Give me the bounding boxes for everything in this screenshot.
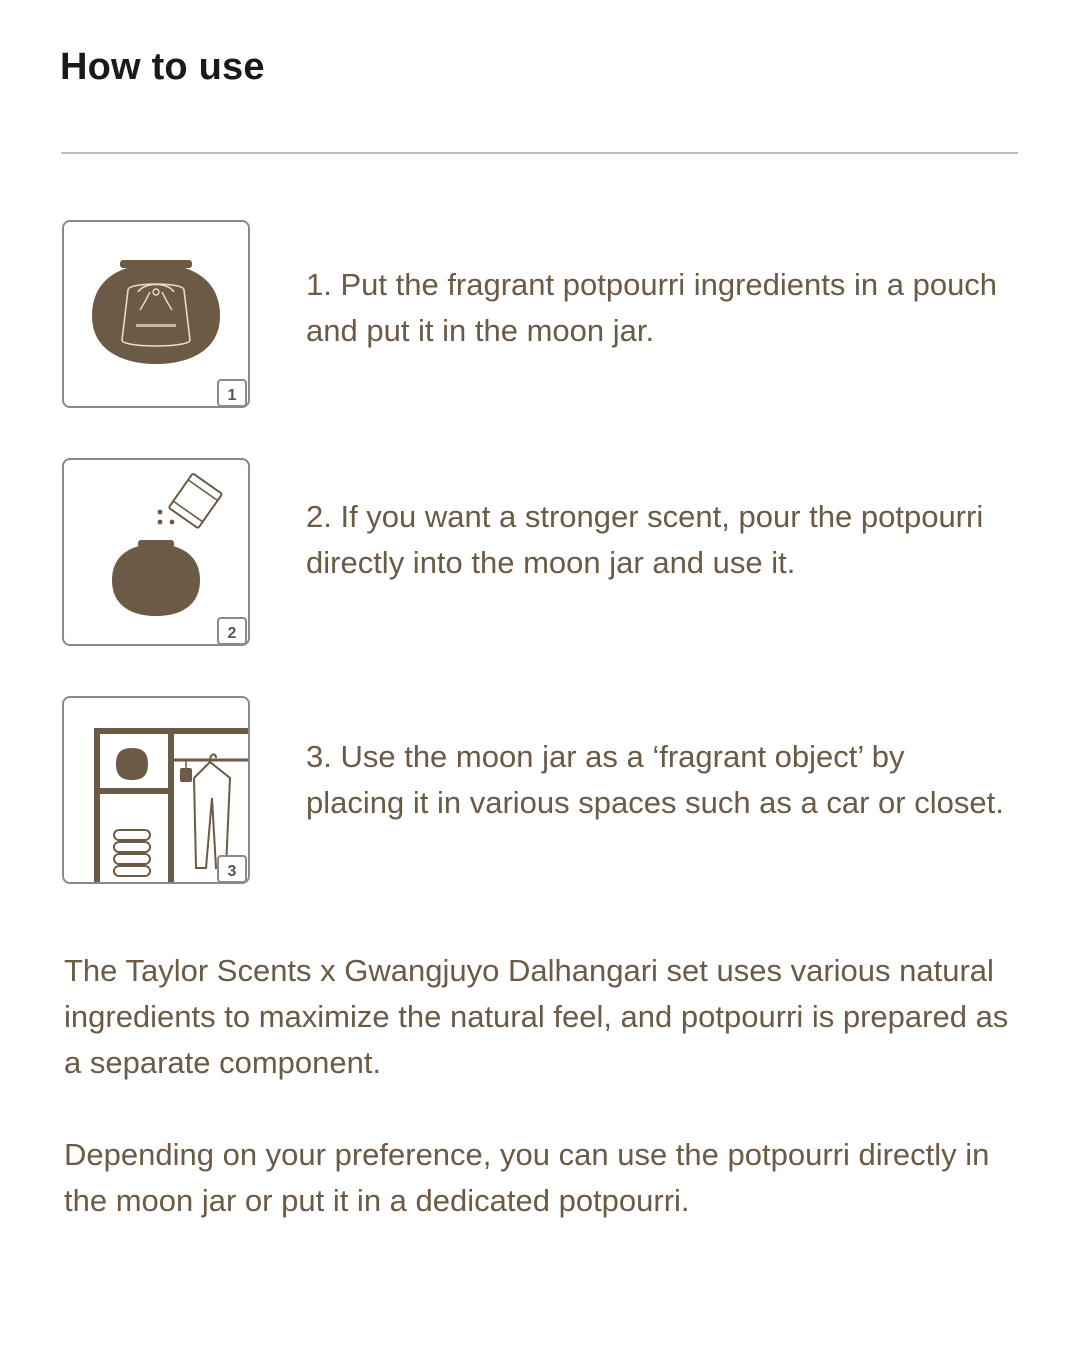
closet-shelf-icon bbox=[64, 698, 248, 882]
step-2 bbox=[62, 458, 1022, 646]
step-3-badge: 3 bbox=[227, 863, 237, 880]
step-1 bbox=[62, 220, 1022, 408]
pour-potpourri-icon bbox=[64, 460, 248, 644]
step-2-text: 2. If you want a stronger scent, pour the potpourri directly into the moon jar and use it. bbox=[306, 499, 984, 580]
step-3-image bbox=[62, 696, 250, 884]
moon-jar-with-pouch-icon bbox=[64, 222, 248, 406]
description-paragraph-2: Depending on your preference, you can use the potpourri directly in the moon jar or put it in a dedicated potpourri. bbox=[64, 1137, 990, 1218]
step-2-image bbox=[62, 458, 250, 646]
divider bbox=[61, 152, 1018, 154]
step-3 bbox=[62, 696, 1022, 884]
description-paragraph-1: The Taylor Scents x Gwangjuyo Dalhangari set uses various natural ingredients to maximize the natural feel, and potpourri is prepared as a separate component. bbox=[64, 953, 1009, 1080]
page-title: How to use bbox=[60, 46, 265, 88]
step-3-text: 3. Use the moon jar as a ‘fragrant object’ by placing it in various spaces such as a car or closet. bbox=[306, 739, 1004, 820]
step-1-image bbox=[62, 220, 250, 408]
step-2-badge: 2 bbox=[227, 625, 237, 642]
step-1-badge: 1 bbox=[227, 387, 237, 404]
step-1-text: 1. Put the fragrant potpourri ingredients in a pouch and put it in the moon jar. bbox=[306, 267, 998, 348]
